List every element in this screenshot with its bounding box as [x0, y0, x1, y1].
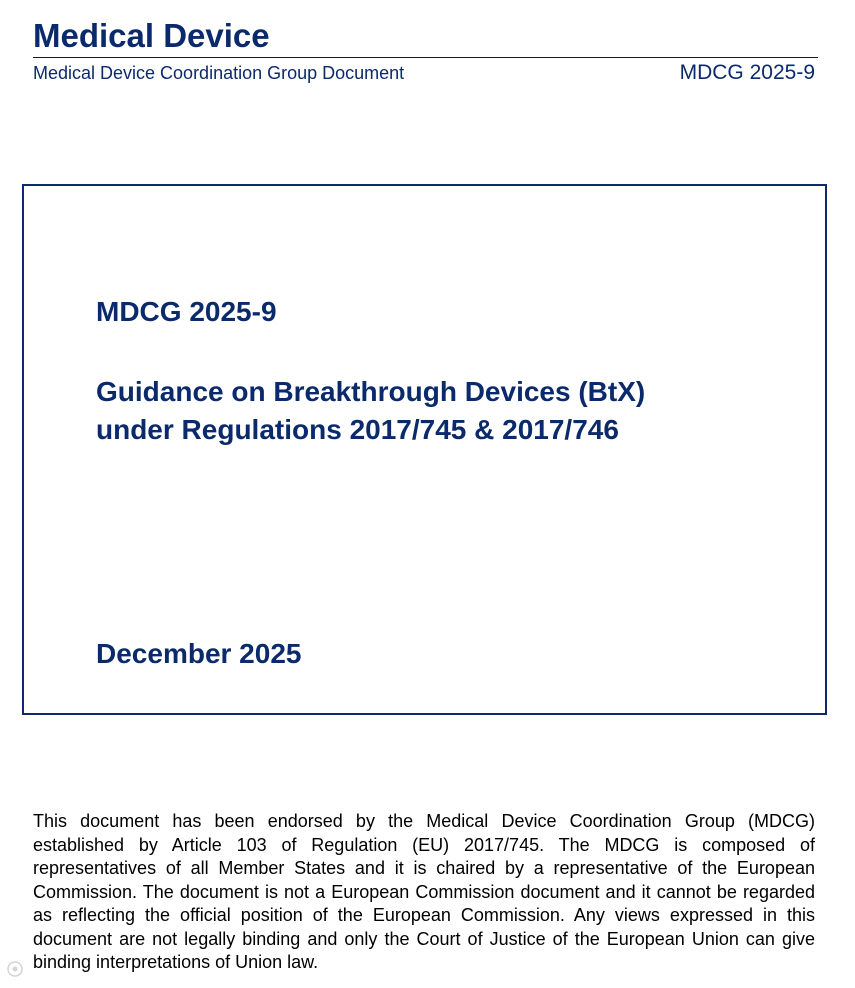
- header-doc-id: MDCG 2025-9: [679, 61, 815, 84]
- header-divider: [33, 57, 818, 58]
- document-title-line-1: Guidance on Breakthrough Devices (BtX): [96, 376, 646, 407]
- document-number: MDCG 2025-9: [96, 296, 277, 327]
- watermark-icon: [6, 960, 24, 978]
- header-title: Medical Device: [33, 17, 270, 54]
- document-title-line-2: under Regulations 2017/745 & 2017/746: [96, 414, 619, 445]
- document-title: [96, 373, 645, 449]
- header-subtitle: Medical Device Coordination Group Document: [33, 63, 405, 83]
- document-date: December 2025: [96, 638, 302, 669]
- disclaimer-paragraph: This document has been endorsed by the Medical Device Coordination Group (MDCG) established by Article 103 of Regulation (EU) 2017/745. The MDCG is composed of representatives of all Member States and it is chaired by a representative of the European Commission. The document is not a European Commission document and it cannot be regarded as reflecting the official position of the European Commission. Any views expressed in this document are not legally binding and only the Court of Justice of the European Union can give binding interpretations of Union law.: [33, 811, 815, 972]
- title-box: [22, 184, 827, 715]
